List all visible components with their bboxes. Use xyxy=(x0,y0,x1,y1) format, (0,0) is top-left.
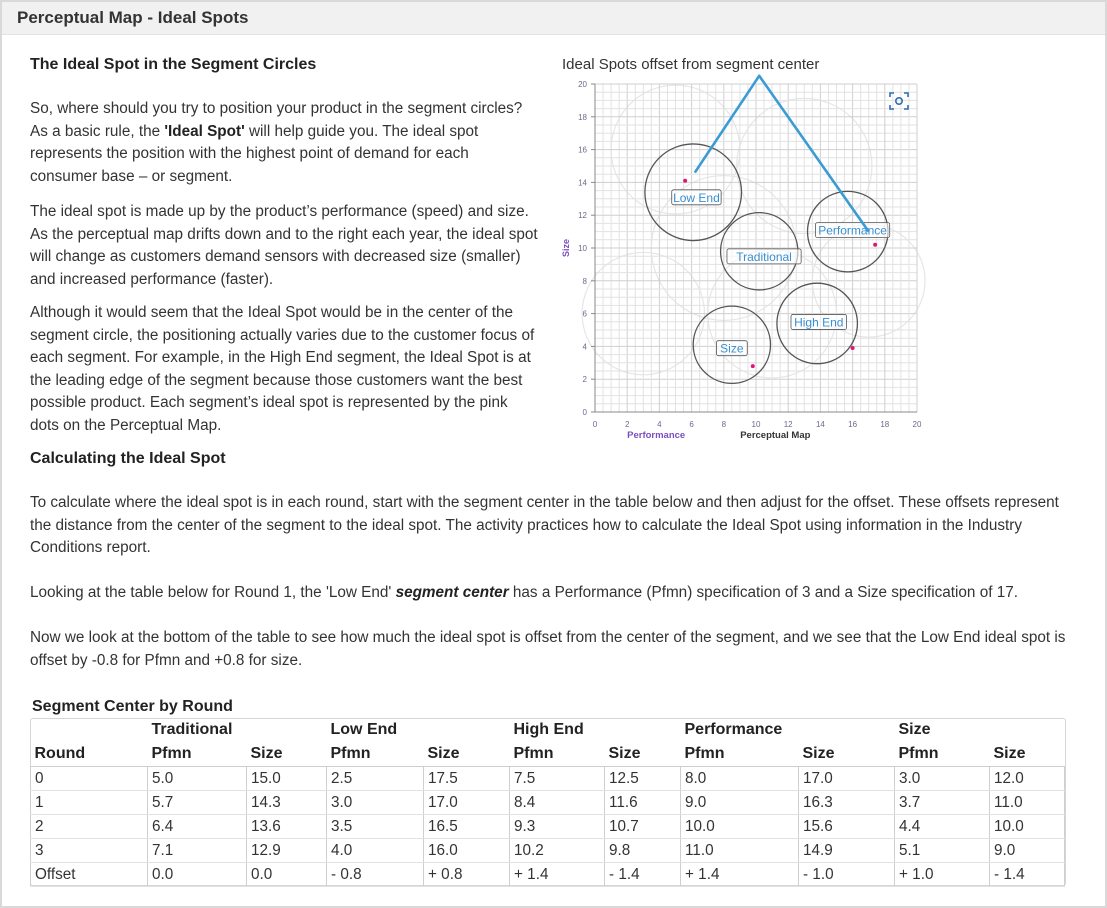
paragraph-calculate: To calculate where the ideal spot is in each round, start with the segment center in the table below and then adjust for the offset. These offsets represent the distance from the center of the segment to the ideal spot. The activity practices how to calculate the Ideal Spot using information in the Industry Conditions report. xyxy=(30,494,1059,557)
expand-icon[interactable] xyxy=(887,90,911,112)
segment-label: High End xyxy=(794,315,844,330)
table-cell: 17.0 xyxy=(799,767,895,791)
table-row xyxy=(31,791,1065,815)
table-cell: 0 xyxy=(31,767,148,791)
table-cell: 17.0 xyxy=(424,791,510,815)
table-cell: 14.3 xyxy=(247,791,327,815)
panel-body xyxy=(2,2,1105,906)
table-cell: 7.1 xyxy=(148,839,247,863)
paragraph-positioning: Although it would seem that the Ideal Spot would be in the center of the segment circle, the positioning actually varies due to the customer focus of each segment. For example, in the High End segment, the Ideal Spot is at the leading edge of the segment because those customers want the best possible product. Each segment’s ideal spot is represented by the pink dots on the Perceptual Map. xyxy=(30,304,535,434)
table-caption: Segment Center by Round xyxy=(32,698,233,715)
ideal-spot-dot xyxy=(751,364,755,368)
table-cell: 16.3 xyxy=(799,791,895,815)
y-tick-label: 10 xyxy=(578,244,587,253)
table-cell: - 1.4 xyxy=(605,863,681,887)
x-tick-label: 14 xyxy=(815,420,825,429)
table-cell: 15.0 xyxy=(247,767,327,791)
table-cell: + 0.8 xyxy=(424,863,510,887)
ideal-spot-emphasis: 'Ideal Spot' xyxy=(164,122,245,140)
group-traditional: Traditional xyxy=(151,721,233,738)
table-cell: 8.0 xyxy=(681,767,799,791)
paragraph-intro-text-a: So, where should you try to position your product in the segment circles? As a basic rule, the xyxy=(30,100,523,140)
segment-label: Low End xyxy=(673,190,720,205)
section-heading-ideal-spot: The Ideal Spot in the Segment Circles xyxy=(30,56,317,73)
table-cell: 14.9 xyxy=(799,839,895,863)
table-cell: + 1.0 xyxy=(895,863,990,887)
table-cell: 10.2 xyxy=(510,839,605,863)
table-cell: 12.5 xyxy=(605,767,681,791)
table-cell: 9.0 xyxy=(681,791,799,815)
table-cell: - 0.8 xyxy=(327,863,424,887)
paragraph-drift: The ideal spot is made up by the product’s performance (speed) and size. As the perceptual map drifts down and to the right each year, the ideal spot will change as customers demand sensors with decreased size (smaller) and increased performance (faster). xyxy=(30,203,538,288)
column-header: Pfmn xyxy=(510,742,605,767)
x-tick-label: 10 xyxy=(751,420,761,429)
table-cell: 16.0 xyxy=(424,839,510,863)
group-high-end: High End xyxy=(513,721,584,738)
column-header: Round xyxy=(31,742,148,767)
table-row xyxy=(31,815,1065,839)
segment-label: Performance xyxy=(818,223,887,238)
table-cell: 10.7 xyxy=(605,815,681,839)
table-cell: 5.1 xyxy=(895,839,990,863)
column-header: Pfmn xyxy=(895,742,990,767)
table-cell: 0.0 xyxy=(148,863,247,887)
table-cell: 16.5 xyxy=(424,815,510,839)
y-tick-label: 16 xyxy=(578,145,587,155)
table-cell: + 1.4 xyxy=(510,863,605,887)
x-tick-label: 0 xyxy=(592,420,598,429)
map-label: Perceptual Map xyxy=(740,430,811,441)
table-row xyxy=(31,767,1065,791)
column-header: Size xyxy=(799,742,895,767)
y-tick-label: 20 xyxy=(578,80,587,89)
table-cell: 9.0 xyxy=(990,839,1065,863)
x-tick-label: 2 xyxy=(624,420,630,429)
table-cell: 9.8 xyxy=(605,839,681,863)
column-header: Size xyxy=(990,742,1065,767)
ideal-spot-dot xyxy=(683,179,687,183)
x-tick-label: 12 xyxy=(783,420,793,429)
table-cell: 3.0 xyxy=(895,767,990,791)
table-header-row xyxy=(31,742,1065,767)
paragraph-intro-text-b: will help guide you. The ideal spot represents the position with the highest point of demand for each consumer base – or segment. xyxy=(30,122,479,185)
table-cell: Offset xyxy=(31,863,148,887)
y-tick-label: 0 xyxy=(582,408,587,417)
table-cell: 4.4 xyxy=(895,815,990,839)
paragraph-intro xyxy=(30,98,540,188)
y-tick-label: 6 xyxy=(582,309,587,319)
table-cell: 3.5 xyxy=(327,815,424,839)
x-axis-label: Performance xyxy=(627,430,686,441)
paragraph-round1-text-a: Looking at the table below for Round 1, the 'Low End' xyxy=(30,584,396,601)
y-tick-label: 18 xyxy=(578,112,587,122)
table-cell: 0.0 xyxy=(247,863,327,887)
y-tick-label: 14 xyxy=(578,178,587,188)
table-cell: 7.5 xyxy=(510,767,605,791)
table-cell: 8.4 xyxy=(510,791,605,815)
y-axis-label: Size xyxy=(561,238,571,258)
x-tick-label: 20 xyxy=(912,420,922,429)
table-row xyxy=(31,839,1065,863)
table-cell: 5.7 xyxy=(148,791,247,815)
chart-title: Ideal Spots offset from segment center xyxy=(562,56,820,73)
table-cell: 13.6 xyxy=(247,815,327,839)
table-cell: 3.7 xyxy=(895,791,990,815)
table-cell: 11.0 xyxy=(681,839,799,863)
paragraph-round1-text-b: has a Performance (Pfmn) specification of 3 and a Size specification of 17. xyxy=(508,584,1018,601)
table-row xyxy=(31,863,1065,887)
group-spacer xyxy=(31,718,148,742)
segment-center-emphasis: segment center xyxy=(395,584,509,601)
x-tick-label: 6 xyxy=(689,420,694,429)
ideal-spot-drift-line xyxy=(695,76,869,232)
perceptual-map-chart xyxy=(557,74,937,454)
table-cell: 12.0 xyxy=(990,767,1065,791)
x-tick-label: 18 xyxy=(880,420,890,429)
x-tick-label: 8 xyxy=(721,420,727,429)
segment-label: Size xyxy=(720,341,744,356)
table-cell: 17.5 xyxy=(424,767,510,791)
column-header: Size xyxy=(424,742,510,767)
paragraph-round1 xyxy=(30,582,1075,605)
column-header: Pfmn xyxy=(327,742,424,767)
paragraph-offset: Now we look at the bottom of the table to see how much the ideal spot is offset from the center of the segment, and we see that the Low End ideal spot is offset by -0.8 for Pfmn and +0.8 for size. xyxy=(30,629,1066,669)
table-cell: 9.3 xyxy=(510,815,605,839)
ideal-spot-dot xyxy=(873,243,877,247)
table-cell: 10.0 xyxy=(681,815,799,839)
table-cell: 1 xyxy=(31,791,148,815)
y-tick-label: 2 xyxy=(582,375,587,385)
group-size: Size xyxy=(898,721,931,738)
table-cell: 2.5 xyxy=(327,767,424,791)
y-tick-label: 4 xyxy=(582,342,587,352)
segment-center-table xyxy=(30,718,1065,887)
table-cell: - 1.0 xyxy=(799,863,895,887)
column-header: Pfmn xyxy=(681,742,799,767)
section-heading-calculating: Calculating the Ideal Spot xyxy=(30,450,226,467)
table-cell: 3 xyxy=(31,839,148,863)
table-cell: - 1.4 xyxy=(990,863,1065,887)
column-header: Size xyxy=(605,742,681,767)
group-performance: Performance xyxy=(684,721,783,738)
table-group-row xyxy=(31,718,1065,742)
table-cell: 11.6 xyxy=(605,791,681,815)
table-cell: + 1.4 xyxy=(681,863,799,887)
table-cell: 12.9 xyxy=(247,839,327,863)
table-cell: 5.0 xyxy=(148,767,247,791)
group-low-end: Low End xyxy=(330,721,398,738)
table-cell: 11.0 xyxy=(990,791,1065,815)
segment-label: Traditional xyxy=(736,249,792,264)
column-header: Size xyxy=(247,742,327,767)
y-tick-label: 8 xyxy=(582,276,587,286)
table-cell: 4.0 xyxy=(327,839,424,863)
panel-title: Perceptual Map - Ideal Spots xyxy=(17,8,249,27)
x-tick-label: 16 xyxy=(848,420,858,429)
table-cell: 2 xyxy=(31,815,148,839)
ideal-spot-dot xyxy=(851,346,855,350)
column-header: Pfmn xyxy=(148,742,247,767)
y-tick-label: 12 xyxy=(578,211,587,221)
table-cell: 15.6 xyxy=(799,815,895,839)
x-tick-label: 4 xyxy=(657,420,662,429)
table-cell: 10.0 xyxy=(990,815,1065,839)
table-cell: 3.0 xyxy=(327,791,424,815)
table-cell: 6.4 xyxy=(148,815,247,839)
